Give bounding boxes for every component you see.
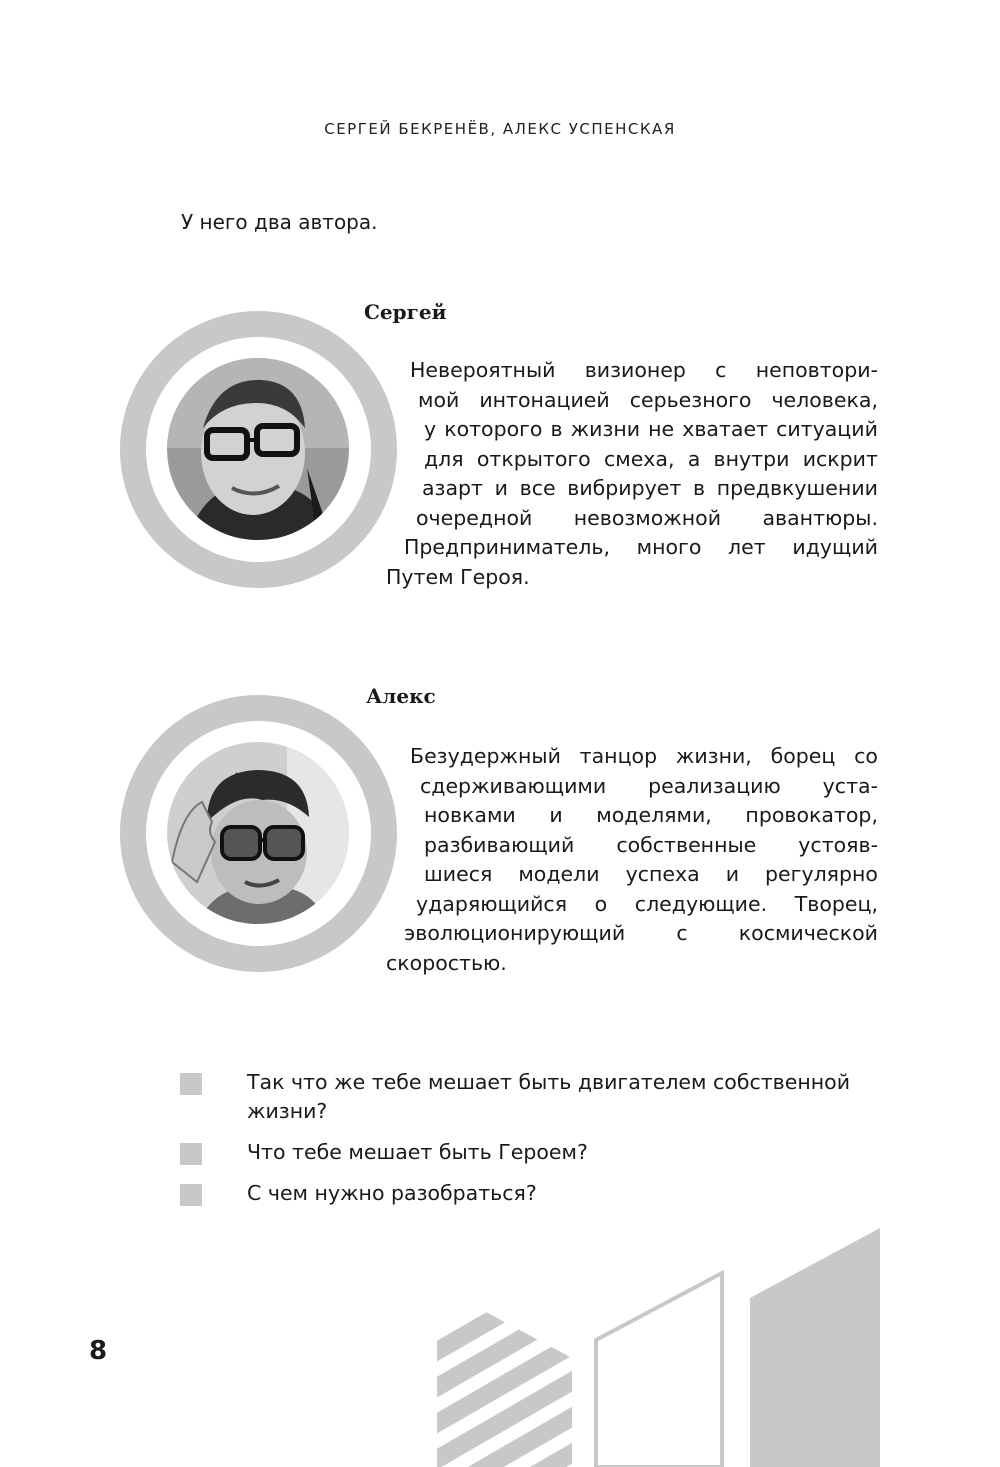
running-header: СЕРГЕЙ БЕКРЕНЁВ, АЛЕКС УСПЕНСКАЯ [324,120,676,138]
bio-line: разбивающий собственные устояв- [424,832,878,857]
list-item: Так что же тебе мешает быть двигателем собственной жизни? [180,1068,880,1126]
bio-line: мой интонацией серьезного человека, [418,387,878,412]
outlined-parallelogram [596,1273,722,1467]
bio-line: сдерживающими реализацию уста- [420,773,878,798]
intro-text: У него два автора. [181,210,378,234]
list-item: Что тебе мешает быть Героем? [180,1138,880,1167]
bio-line: для открытого смеха, а внутри искрит [424,446,878,471]
bio-line: очередной невозможной авантюры. [416,505,878,530]
bio-line: эволюционирующий с космической [404,921,878,945]
bio-line: азарт и все вибрирует в предвкушении [422,476,878,500]
bio-line: Безудержный танцор жизни, борец со [410,744,878,768]
list-item: С чем нужно разобраться? [180,1179,880,1208]
bio-line: скоростью. [386,950,507,975]
striped-triangle [428,1256,593,1467]
author-name-sergey: Сергей [364,300,447,324]
filled-parallelogram [750,1228,880,1467]
bio-line: Невероятный визионер с неповтори- [410,358,878,382]
bio-line: новками и моделями, провокатор, [424,803,878,827]
bio-line: Предприниматель, много лет идущий [404,535,878,559]
bio-line: Путем Героя. [386,564,530,589]
page-number: 8 [89,1336,108,1366]
bio-line: у которого в жизни не хватает ситуаций [424,417,878,441]
bio-line: ударяющийся о следующие. Творец, [416,891,878,916]
author-name-alex: Алекс [366,684,436,708]
bio-line: шиеся модели успеха и регулярно [424,862,878,886]
